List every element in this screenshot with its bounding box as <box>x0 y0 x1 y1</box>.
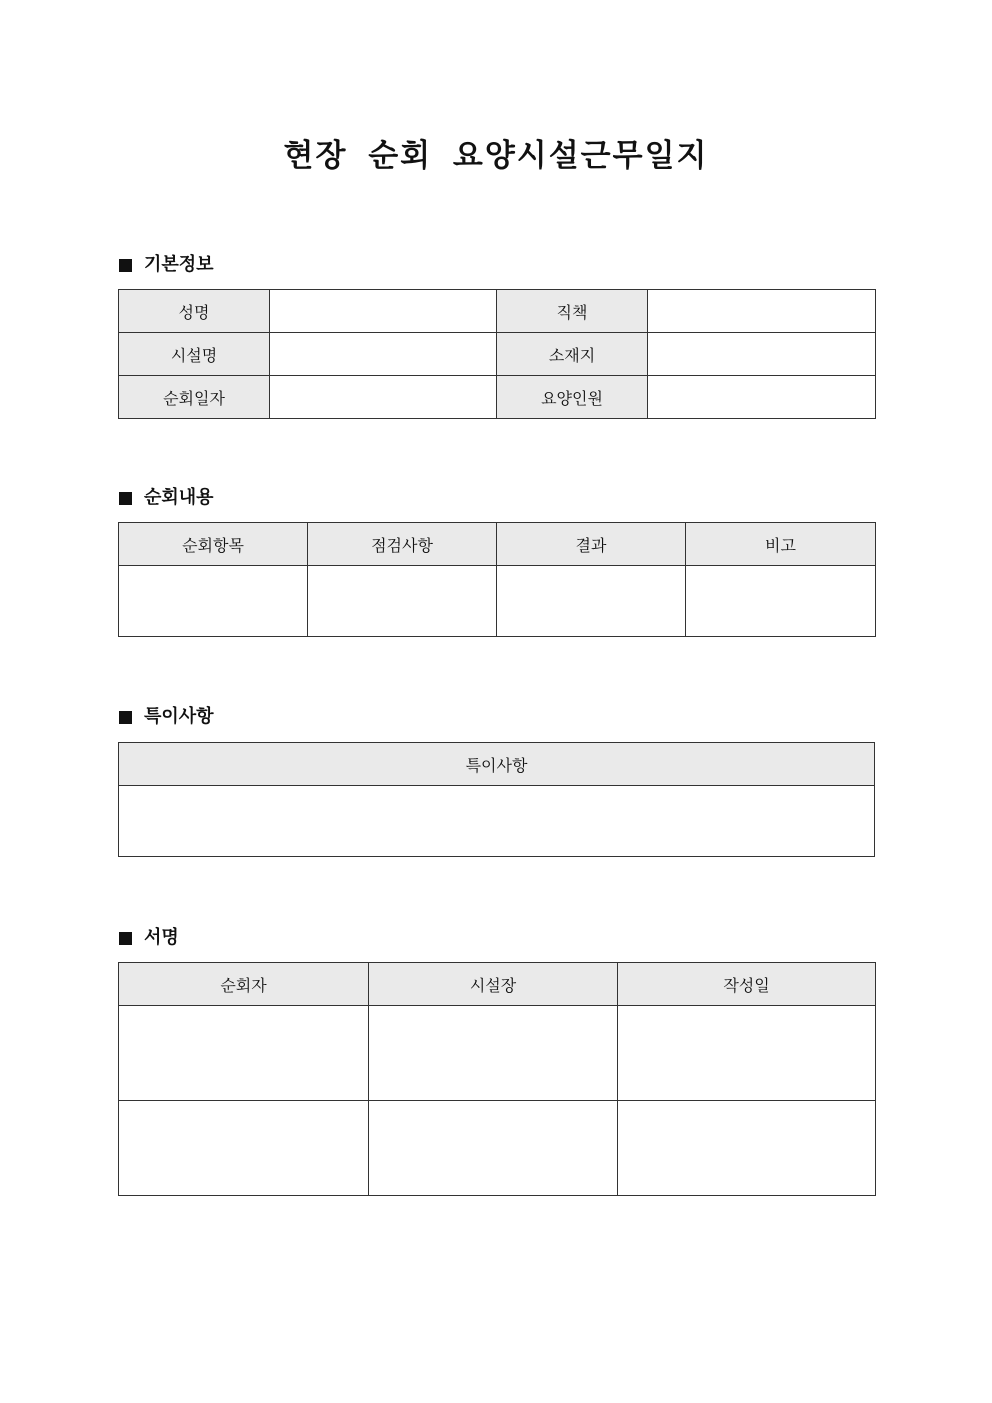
notes-field[interactable] <box>119 786 875 857</box>
location-label: 소재지 <box>497 333 648 376</box>
name-field[interactable] <box>270 290 497 333</box>
patrol-date-label: 순회일자 <box>119 376 270 419</box>
square-bullet-icon <box>119 492 132 505</box>
table-row <box>119 566 876 637</box>
column-header: 순회항목 <box>119 523 308 566</box>
column-header: 순회자 <box>119 963 369 1006</box>
residents-count-field[interactable] <box>648 376 876 419</box>
table-header-row <box>119 743 875 786</box>
written-date-field[interactable] <box>618 1006 876 1101</box>
column-header: 비고 <box>686 523 876 566</box>
location-field[interactable] <box>648 333 876 376</box>
section-heading-label: 기본정보 <box>144 254 214 275</box>
result-field[interactable] <box>497 566 686 637</box>
column-header: 특이사항 <box>119 743 875 786</box>
patrol-item-field[interactable] <box>119 566 308 637</box>
signature-table <box>118 962 876 1196</box>
name-label: 성명 <box>119 290 270 333</box>
section-heading-label: 특이사항 <box>144 706 214 727</box>
column-header: 점검사항 <box>308 523 497 566</box>
table-header-row <box>119 523 876 566</box>
position-label: 직책 <box>497 290 648 333</box>
section-heading-label: 순회내용 <box>144 487 214 508</box>
section-heading-signature <box>119 927 179 949</box>
table-row <box>119 376 876 419</box>
table-header-row <box>119 963 876 1006</box>
table-row <box>119 1006 876 1101</box>
column-header: 시설장 <box>369 963 618 1006</box>
square-bullet-icon <box>119 932 132 945</box>
patroller-signature-field[interactable] <box>119 1006 369 1101</box>
facility-name-label: 시설명 <box>119 333 270 376</box>
section-heading-notes <box>119 706 214 728</box>
section-heading-label: 서명 <box>144 927 179 948</box>
residents-count-label: 요양인원 <box>497 376 648 419</box>
table-row <box>119 333 876 376</box>
notes-table <box>118 742 875 857</box>
table-row <box>119 786 875 857</box>
position-field[interactable] <box>648 290 876 333</box>
table-row <box>119 290 876 333</box>
inspection-field[interactable] <box>308 566 497 637</box>
facility-name-field[interactable] <box>270 333 497 376</box>
column-header: 작성일 <box>618 963 876 1006</box>
section-heading-basic-info <box>119 254 214 276</box>
patroller-signature-field[interactable] <box>119 1101 369 1196</box>
patrol-date-field[interactable] <box>270 376 497 419</box>
director-signature-field[interactable] <box>369 1006 618 1101</box>
written-date-field[interactable] <box>618 1101 876 1196</box>
patrol-table <box>118 522 876 637</box>
column-header: 결과 <box>497 523 686 566</box>
page-title: 현장 순회 요양시설근무일지 <box>283 138 709 174</box>
director-signature-field[interactable] <box>369 1101 618 1196</box>
table-row <box>119 1101 876 1196</box>
section-heading-patrol <box>119 487 214 509</box>
basic-info-table <box>118 289 876 419</box>
remarks-field[interactable] <box>686 566 876 637</box>
square-bullet-icon <box>119 711 132 724</box>
square-bullet-icon <box>119 259 132 272</box>
